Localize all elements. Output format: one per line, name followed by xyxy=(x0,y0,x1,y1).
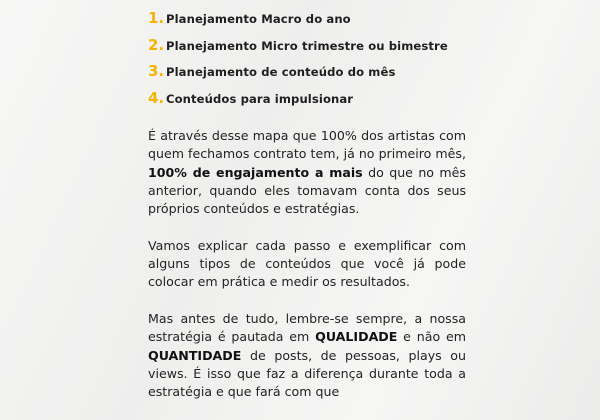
paragraph-3-text-b: e não em xyxy=(397,329,466,345)
step-label: Planejamento Micro trimestre ou bimestre xyxy=(166,38,448,53)
step-label: Planejamento Macro do ano xyxy=(166,12,351,26)
step-number: 1. xyxy=(148,9,165,27)
paragraph-3-highlight-quality: QUALIDADE xyxy=(315,329,398,345)
step-item-4 xyxy=(148,89,488,116)
step-number: 2. xyxy=(148,35,165,54)
paragraph-3-text-c: de posts, de pessoas, plays ou views. É isso que faz a diferença durante toda a estratégia e que fará com que xyxy=(148,347,466,400)
paragraph-1-text-a: É através desse mapa que 100% dos artistas com quem fechamos contrato tem, já no primeiro mês, xyxy=(148,128,466,162)
paragraph-2: Vamos explicar cada passo e exemplificar com alguns tipos de conteúdos que você já pode colocar em prática e medir os resultados. xyxy=(148,237,466,290)
paragraph-1 xyxy=(148,127,466,218)
step-number: 3. xyxy=(148,62,165,80)
paragraph-3 xyxy=(148,310,466,401)
paragraph-3-text-a: Mas antes de tudo, lembre-se sempre, a nossa estratégia é pautada em xyxy=(148,310,466,345)
paragraph-1-highlight: 100% de engajamento a mais xyxy=(148,164,363,180)
step-item-1 xyxy=(148,9,488,36)
step-number: 4. xyxy=(148,88,165,107)
step-item-3 xyxy=(148,62,488,89)
step-label: Planejamento de conteúdo do mês xyxy=(166,65,396,79)
paragraph-3-highlight-quantity: QUANTIDADE xyxy=(148,347,242,363)
paragraph-1-text-b: do que no mês anterior, quando eles tomavam conta dos seus próprios conteúdos e estratégias. xyxy=(148,164,466,217)
body-text xyxy=(148,127,466,420)
step-label: Conteúdos para impulsionar xyxy=(166,91,354,106)
step-item-2 xyxy=(148,36,488,63)
steps-list xyxy=(148,9,488,115)
